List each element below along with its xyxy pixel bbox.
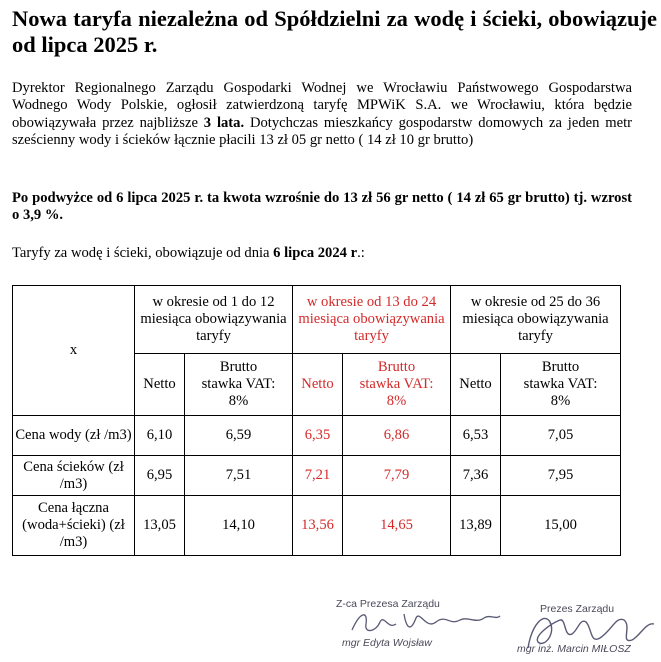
right-signer-role: Prezes Zarządu — [540, 603, 615, 615]
brutto-label: Brutto — [377, 359, 416, 375]
price-cell: 6,53 — [451, 416, 501, 456]
tariff-table — [12, 285, 621, 556]
left-signature-scribble — [346, 604, 506, 640]
intro-duration: 3 lata. — [203, 114, 245, 131]
price-cell: 6,86 — [343, 416, 451, 456]
tariff-intro — [12, 245, 632, 262]
price-cell: 13,56 — [293, 496, 343, 556]
right-signer-name: mgr inż. Marcin MIŁOSZ — [517, 643, 631, 655]
brutto-header — [343, 354, 451, 416]
price-cell: 14,65 — [343, 496, 451, 556]
row-label: Cena ścieków (zł /m3) — [13, 456, 135, 496]
page-title: Nowa taryfa niezależna od Spółdzielni za wodę i ścieki, obowiązuje od lipca 2025 r. — [12, 6, 657, 57]
corner-cell: x — [13, 286, 135, 416]
netto-header: Netto — [293, 354, 343, 416]
price-cell: 6,10 — [135, 416, 185, 456]
left-signer-name: mgr Edyta Wojsław — [342, 637, 432, 649]
price-cell: 7,05 — [501, 416, 621, 456]
vat-label: stawka VAT: — [201, 376, 276, 392]
vat-label: stawka VAT: — [359, 376, 434, 392]
price-increase-paragraph: Po podwyżce od 6 lipca 2025 r. ta kwota wzrośnie do 13 zł 56 gr netto ( 14 zł 65 gr brutto) tj. wzrost o 3,9 %. — [12, 190, 632, 224]
intro-text: Dyrektor Regionalnego Zarządu Gospodarki Wodnej we Wrocławiu Państwowego Gospodarstwa Wodnego Wody Polskie, ogłosił zatwierdzoną taryfę MPWiK S.A. we Wrocławiu, która będzie obowiązywała przez najbliższe — [12, 80, 632, 131]
left-signer-role: Z-ca Prezesa Zarządu — [336, 598, 440, 610]
vat-value: 8% — [550, 393, 571, 409]
table-row — [13, 416, 621, 456]
price-cell: 6,59 — [185, 416, 293, 456]
row-label: Cena wody (zł /m3) — [13, 416, 135, 456]
netto-header: Netto — [135, 354, 185, 416]
tariff-intro-date: 6 lipca 2024 r — [273, 245, 358, 261]
price-cell: 7,21 — [293, 456, 343, 496]
intro-paragraph — [12, 80, 632, 150]
period-3-header: w okresie od 25 do 36 miesiąca obowiązywania taryfy — [451, 286, 621, 354]
brutto-label: Brutto — [541, 359, 580, 375]
tariff-intro-suffix: .: — [357, 245, 365, 261]
price-cell: 13,89 — [451, 496, 501, 556]
price-cell: 6,95 — [135, 456, 185, 496]
price-cell: 15,00 — [501, 496, 621, 556]
vat-label: stawka VAT: — [523, 376, 598, 392]
intro-text-rest: Dotychczas mieszkańcy gospodarstw domowych za jeden metr sześcienny wody i ścieków łącznie płacili 13 zł 05 gr netto ( 14 zł 10 gr brutto) — [12, 114, 632, 149]
table-row — [13, 496, 621, 556]
vat-value: 8% — [228, 393, 249, 409]
price-cell: 7,79 — [343, 456, 451, 496]
brutto-header — [185, 354, 293, 416]
period-1-header: w okresie od 1 do 12 miesiąca obowiązywania taryfy — [135, 286, 293, 354]
brutto-header — [501, 354, 621, 416]
price-cell: 14,10 — [185, 496, 293, 556]
netto-header: Netto — [451, 354, 501, 416]
price-cell: 7,95 — [501, 456, 621, 496]
period-2-header: w okresie od 13 do 24 miesiąca obowiązywania taryfy — [293, 286, 451, 354]
row-label: Cena łączna (woda+ścieki) (zł /m3) — [13, 496, 135, 556]
price-cell: 7,51 — [185, 456, 293, 496]
table-row — [13, 456, 621, 496]
vat-value: 8% — [386, 393, 407, 409]
price-cell: 13,05 — [135, 496, 185, 556]
price-cell: 6,35 — [293, 416, 343, 456]
tariff-intro-text: Taryfy za wodę i ścieki, obowiązuje od dnia — [12, 245, 274, 261]
price-cell: 7,36 — [451, 456, 501, 496]
brutto-label: Brutto — [219, 359, 258, 375]
